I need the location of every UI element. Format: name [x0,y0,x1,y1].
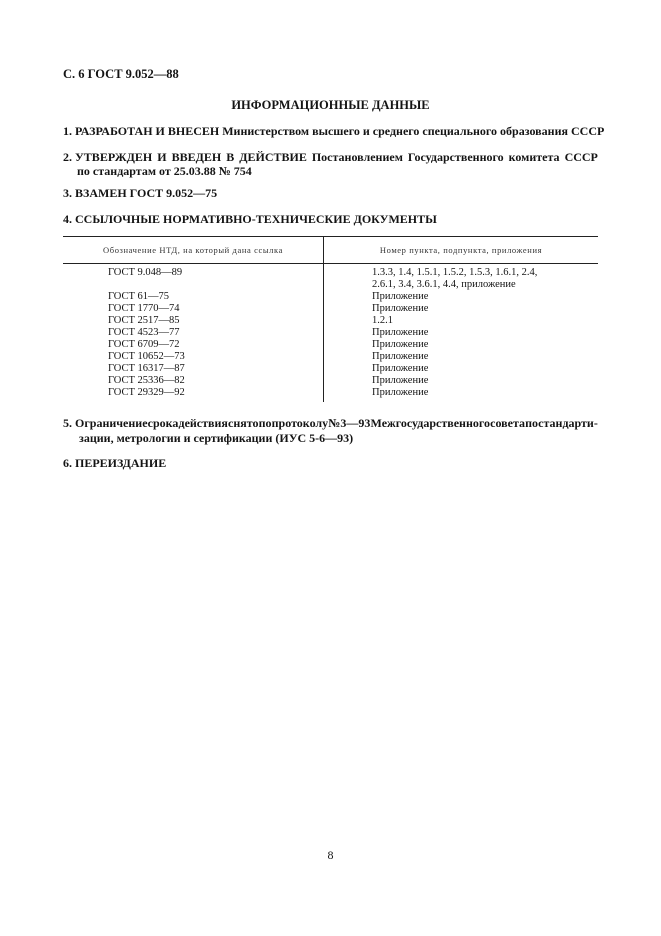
item-5-word: срока [147,416,179,430]
page-number: 8 [327,848,334,862]
item-2 [63,150,598,178]
table-cell-designation: ГОСТ 2517—85 [108,315,180,326]
table-column-divider [323,236,324,402]
table-cell-designation: ГОСТ 9.048—89 [108,267,183,278]
table-header-designation: Обозначение НТД, на который дана ссылка [103,245,283,255]
item-2-word: ДЕЙСТВИЕ [239,150,307,164]
item-6-number: 6. [63,456,72,470]
table-cell-designation [108,279,185,291]
item-4 [63,212,437,227]
item-1-text: Министерством высшего и среднего специального образования СССР [222,124,605,138]
item-6 [63,456,166,471]
item-3-number: 3. [63,186,72,200]
table-cell-designation: ГОСТ 16317—87 [108,363,185,374]
item-2-word: Государственного [407,150,504,164]
table-cell-designation: ГОСТ 6709—72 [108,339,180,350]
item-5-word: Межгосударственного [370,416,491,430]
item-2-word: И [157,150,167,164]
reference-table [63,236,598,402]
item-5-word: снято [228,416,259,430]
item-2-word: комитета [508,150,560,164]
page-header: С. 6 ГОСТ 9.052—88 [63,67,179,81]
item-4-lead: ССЫЛОЧНЫЕ НОРМАТИВНО-ТЕХНИЧЕСКИЕ ДОКУМЕНТЫ [75,212,437,226]
table-header-clauses: Номер пункта, подпункта, приложения [379,245,543,255]
item-5-word: протоколу [271,416,329,430]
item-2-word: СССР [564,150,598,164]
item-5-word: совета [490,416,526,430]
table-cell-clause: Приложение [372,327,429,338]
table-cell-designation: ГОСТ 25336—82 [108,375,185,386]
item-5-word: по [525,416,539,430]
item-3-lead: ВЗАМЕН ГОСТ 9.052—75 [75,186,218,200]
item-5-word: 5. Ограничение [63,416,148,430]
table-cell-clause: 1.2.1 [372,315,393,326]
item-5-word: № [328,416,341,430]
item-4-number: 4. [63,212,72,226]
table-column-designations [108,267,185,399]
table-cell-clause: 2.6.1, 3.4, 3.6.1, 4.4, приложение [372,279,516,290]
table-cell-clause: Приложение [372,375,429,386]
table-column-clauses [372,267,572,399]
table-cell-clause: Приложение [372,291,429,302]
table-cell-designation: ГОСТ 1770—74 [108,303,180,314]
table-cell-clause: Приложение [372,303,429,314]
item-5-line-2: зации, метрологии и сертификации (ИУС 5-6—93) [79,431,354,445]
table-cell-clause: Приложение [372,351,429,362]
item-1-number: 1. [63,124,72,138]
item-2-word: Постановлением [311,150,403,164]
item-2-line-1 [63,150,598,164]
item-1 [63,124,604,139]
item-2-word: 2. УТВЕРЖДЕН [63,150,153,164]
table-header-rule [63,263,598,264]
item-5-word: по [258,416,272,430]
item-5-word: действия [178,416,228,430]
section-title: ИНФОРМАЦИОННЫЕ ДАННЫЕ [231,98,430,112]
table-cell-designation: ГОСТ 4523—77 [108,327,180,338]
item-3 [63,186,217,201]
table-cell-clause: 1.3.3, 1.4, 1.5.1, 1.5.2, 1.5.3, 1.6.1, 2.4, [372,267,538,278]
item-1-lead: РАЗРАБОТАН И ВНЕСЕН [75,124,220,138]
item-5 [63,416,598,446]
item-5-line-1 [63,416,598,431]
item-2-line-2: по стандартам от 25.03.88 № 754 [77,164,252,178]
item-5-word: 3—93 [340,416,371,430]
table-top-rule [63,236,598,237]
table-cell-designation: ГОСТ 29329—92 [108,387,185,398]
item-5-word: стандарти- [538,416,598,430]
item-6-lead: ПЕРЕИЗДАНИЕ [75,456,167,470]
table-cell-clause: Приложение [372,339,429,350]
item-2-word: В [226,150,235,164]
table-cell-clause: Приложение [372,387,429,398]
table-cell-designation: ГОСТ 61—75 [108,291,170,302]
item-2-word: ВВЕДЕН [171,150,222,164]
table-cell-designation: ГОСТ 10652—73 [108,351,185,362]
table-cell-clause: Приложение [372,363,429,374]
